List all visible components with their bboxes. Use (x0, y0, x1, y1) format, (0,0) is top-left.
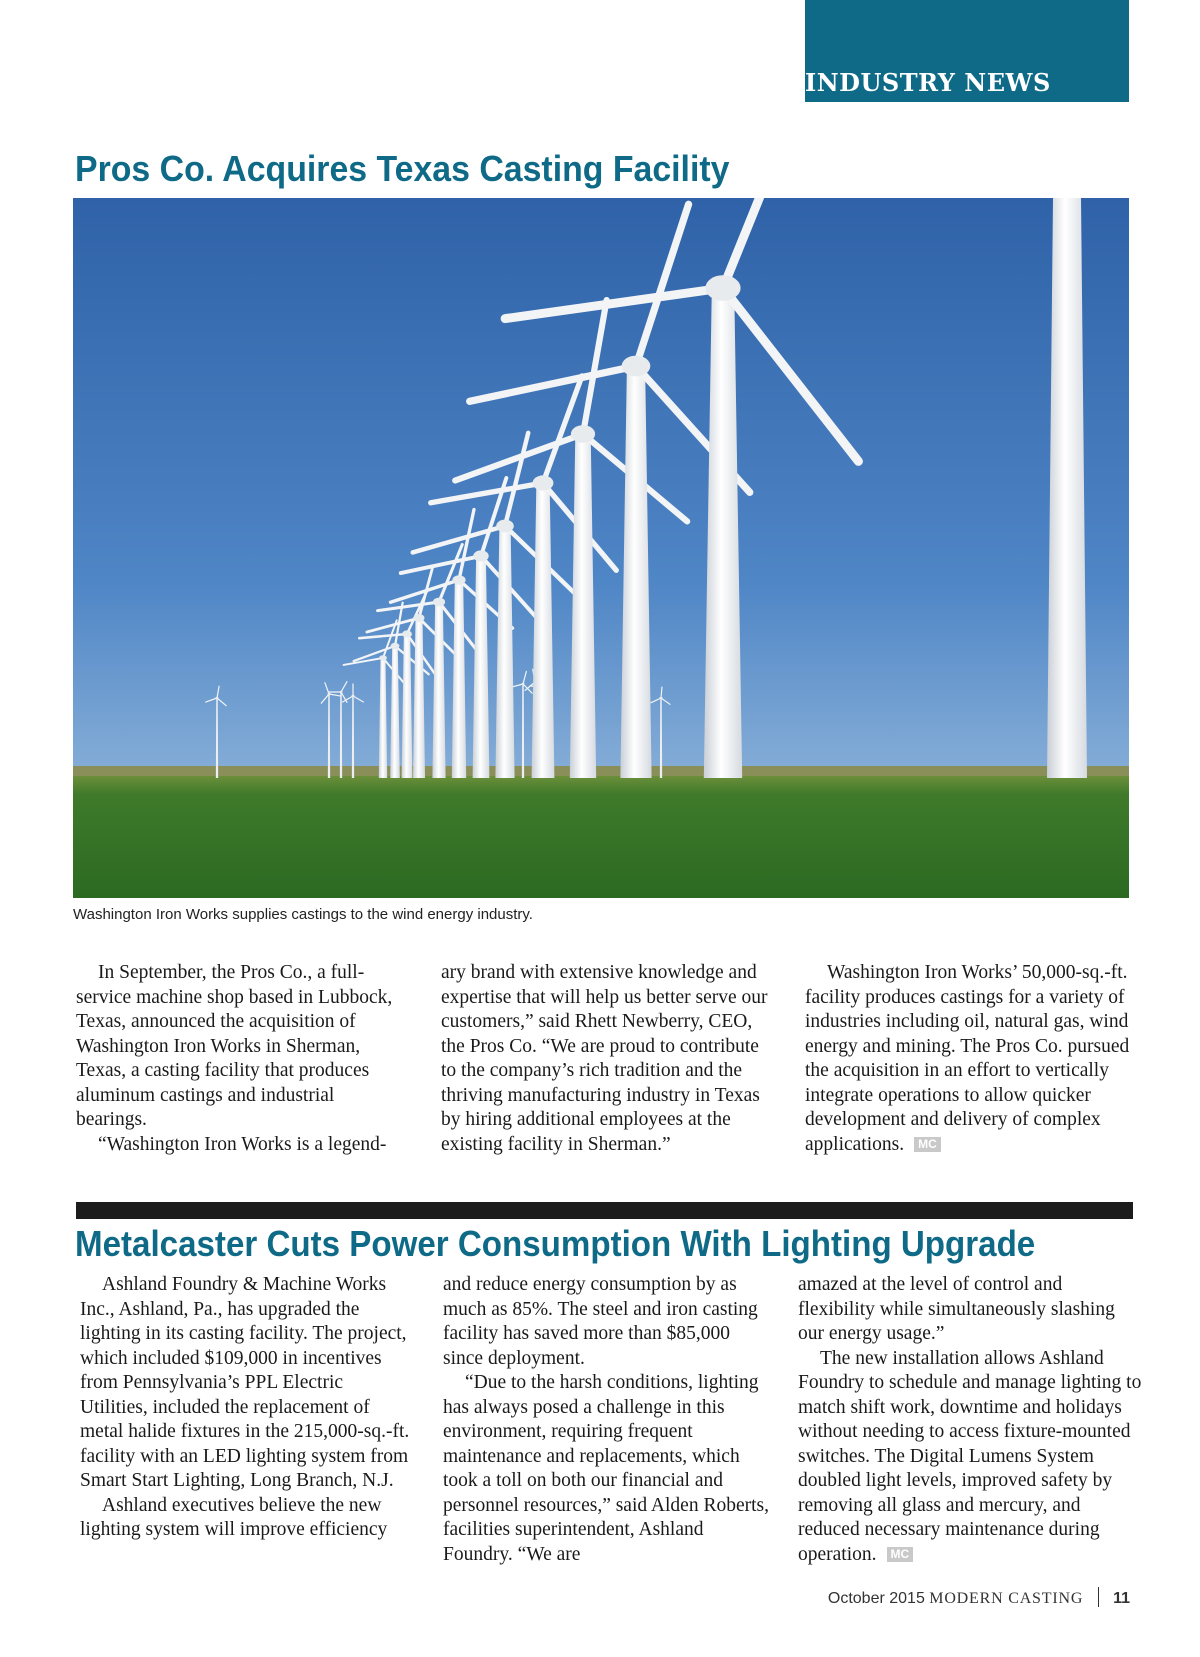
turbine-hub (533, 475, 554, 490)
end-of-article-mark: MC (914, 1137, 941, 1152)
turbine-hub (216, 697, 219, 699)
photo-caption: Washington Iron Works supplies castings to the wind energy industry. (73, 906, 533, 923)
paragraph: Ashland Foundry & Machine Works Inc., Ashland, Pa., has upgraded the lighting in its casting facility. The project, which included $109,000 in incentives from Pennsylvania’s PPL Electric Utilities, included the replacement of metal halide fixtures in the 215,000-sq.-ft. facility with an LED lighting system from Smart Start Lighting, Long Branch, N.J. (80, 1274, 410, 1491)
end-of-article-mark: MC (887, 1547, 914, 1562)
turbine-hub (622, 356, 651, 377)
paragraph-text: Washington Iron Works’ 50,000-sq.-ft. facility produces castings for a variety of industries including oil, natural gas, wind energy and mining. The Pros Co. pursued the acquisition in an effort to vertically integrate operations to allow quicker development and delivery of complex applications. (805, 962, 1130, 1155)
wind-farm-illustration (73, 198, 1129, 898)
paragraph: and reduce energy consumption by as much as 85%. The steel and iron casting facility has saved more than $85,000 since deployment. (443, 1274, 758, 1369)
turbine-hub (571, 425, 595, 443)
turbine-hub (328, 693, 331, 695)
paragraph: “Washington Iron Works is a legend- (98, 1133, 387, 1155)
wind-turbine-photo (73, 198, 1129, 898)
turbine-hub (705, 275, 740, 301)
article1-column-2 (441, 961, 771, 1157)
turbine-hub (414, 614, 425, 622)
paragraph-text: The new installation allows Ashland Foundry to schedule and manage lighting to match shift work, downtime and holidays without needing to access fixture-mounted switches. The Digital Lumens System doubled light levels, improved safety by removing all glass and mercury, and reduced necessary maintenance during operation. (798, 1347, 1142, 1565)
publication-name: MODERN CASTING (929, 1590, 1084, 1607)
paragraph: Ashland executives believe the new lighting system will improve efficiency (80, 1494, 388, 1540)
paragraph: In September, the Pros Co., a full-service machine shop based in Lubbock, Texas, announced the acquisition of Washington Iron Works in Sherman, Texas, a casting facility that produces aluminum castings and industrial bearings. (76, 962, 393, 1130)
turbine-hub (496, 520, 514, 533)
turbine-hub (433, 598, 445, 607)
paragraph: ary brand with extensive knowledge and expertise that will help us better serve our customers,” said Rhett Newberry, CEO, the Pros Co. “We are proud to contribute to the company’s rich tradition and the thriving manufacturing industry in Texas by hiring additional employees at the existing facility in Sherman.” (441, 962, 768, 1155)
footer-separator (1098, 1587, 1099, 1607)
section-label: INDUSTRY NEWS (805, 68, 1051, 97)
turbine-hub (352, 695, 355, 697)
turbine-hub (522, 683, 525, 685)
issue-date: October 2015 (827, 1590, 925, 1607)
paragraph: amazed at the level of control and flexibility while simultaneously slashing our energy usage.” (798, 1274, 1115, 1344)
paragraph (798, 1347, 1143, 1568)
turbine-hub (340, 691, 343, 693)
turbine-hub (473, 550, 488, 561)
turbine-hub (452, 575, 465, 585)
article2-column-3 (798, 1273, 1143, 1567)
turbine-hub (402, 630, 412, 637)
section-divider-rule (76, 1202, 1133, 1219)
article1-headline: Pros Co. Acquires Texas Casting Facility (75, 148, 730, 189)
turbine-hub (660, 697, 663, 699)
article1-column-3 (805, 961, 1135, 1157)
article1-column-1 (76, 961, 406, 1157)
turbine-hub (379, 655, 387, 661)
article2-column-1 (80, 1273, 410, 1543)
turbine-tower (1047, 198, 1087, 778)
paragraph (805, 961, 1135, 1157)
paragraph: “Due to the harsh conditions, lighting has always posed a challenge in this environment, requiring frequent maintenance and replacements, which took a toll on both our financial and personnel resources,” said Alden Roberts, facilities superintendent, Ashland Foundry. “We are (443, 1372, 769, 1565)
article2-column-2 (443, 1273, 773, 1567)
page-footer (828, 1587, 1130, 1608)
page-number: 11 (1113, 1590, 1130, 1607)
article2-headline: Metalcaster Cuts Power Consumption With Lighting Upgrade (75, 1223, 1036, 1264)
turbine-hub (391, 643, 400, 649)
